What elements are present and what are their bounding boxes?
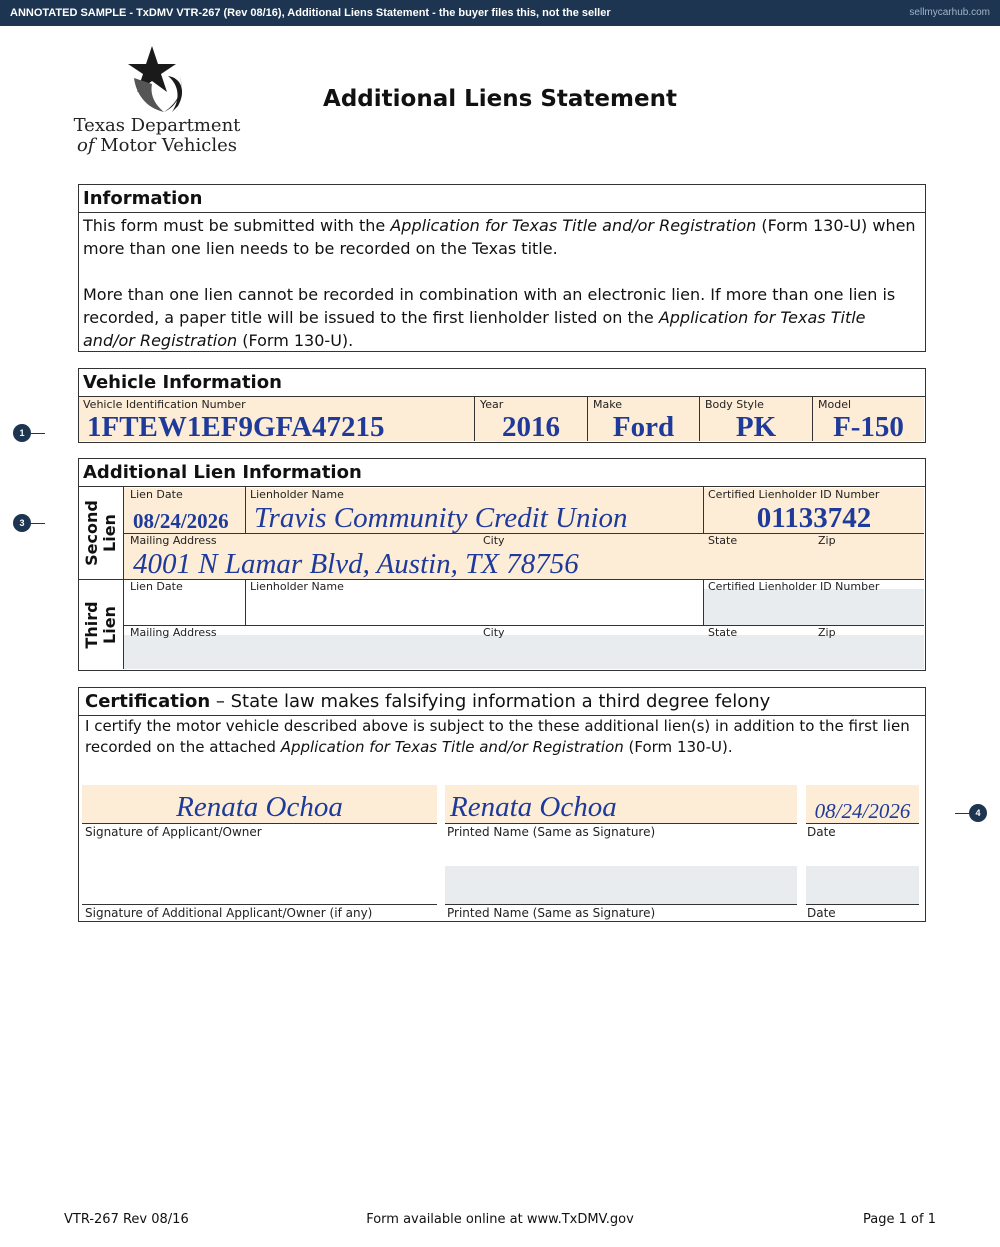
second-lienholder-label: Lienholder Name	[250, 488, 344, 501]
divider	[245, 580, 246, 625]
third-lienholder-label: Lienholder Name	[250, 580, 344, 593]
form-title: Additional Liens Statement	[323, 86, 677, 112]
date-field[interactable]: 08/24/2026	[814, 799, 911, 823]
divider	[245, 487, 246, 533]
txdmv-logo	[72, 42, 242, 162]
third-address-label: Mailing Address	[130, 626, 217, 639]
body-style-label: Body Style	[705, 398, 764, 411]
certification-heading	[79, 688, 925, 716]
make-field[interactable]: Ford	[612, 411, 675, 443]
annotation-marker-1[interactable]: 1	[13, 424, 31, 442]
marker-4-line	[955, 813, 969, 814]
information-paragraph-1	[83, 214, 921, 260]
footer-page-number: Page 1 of 1	[863, 1212, 936, 1227]
signature-label: Signature of Applicant/Owner	[85, 825, 262, 839]
marker-1-line	[31, 433, 45, 434]
second-lienholder-field[interactable]: Travis Community Credit Union	[254, 502, 628, 534]
info-p2-a: More than one lien cannot be recorded in combination with an electronic lien. If more than one lien is recorded, a paper title will be issued to the first lienholder listed on the	[83, 285, 896, 327]
second-zip-label: Zip	[818, 534, 836, 547]
date-2-label: Date	[807, 906, 836, 920]
certification-text	[79, 716, 925, 758]
printed-name-2-label: Printed Name (Same as Signature)	[447, 906, 656, 920]
logo-of: of	[77, 135, 95, 156]
printed-name-field[interactable]: Renata Ochoa	[450, 791, 617, 823]
second-side-2: Lien	[100, 514, 119, 552]
third-state-label: State	[708, 626, 738, 639]
annotation-banner	[0, 0, 1000, 26]
second-lien-date-field[interactable]: 08/24/2026	[133, 509, 229, 533]
third-side-2: Lien	[100, 606, 119, 644]
cert-text-italic: Application for Texas Title and/or Registration	[280, 738, 624, 756]
cert-text-b: (Form 130-U).	[623, 738, 733, 756]
information-paragraph-2	[83, 283, 921, 352]
third-lien-id-blank[interactable]	[704, 589, 924, 625]
logo-line-2-rest: Motor Vehicles	[100, 135, 237, 156]
star-swoosh-icon	[72, 42, 242, 116]
information-body	[79, 213, 925, 353]
banner-text: ANNOTATED SAMPLE - TxDMV VTR-267 (Rev 08/16), Additional Liens Statement - the buyer files this, not the seller	[10, 7, 611, 19]
certification-section	[78, 687, 926, 922]
signature-line	[82, 823, 437, 824]
annotation-marker-3[interactable]: 3	[13, 514, 31, 532]
lien-heading: Additional Lien Information	[79, 459, 925, 487]
information-heading: Information	[79, 185, 925, 213]
divider	[124, 625, 924, 626]
second-address-field[interactable]: 4001 N Lamar Blvd, Austin, TX 78756	[133, 548, 579, 580]
second-state-label: State	[708, 534, 738, 547]
vehicle-heading: Vehicle Information	[79, 369, 925, 397]
make-label: Make	[593, 398, 622, 411]
second-side-1: Second	[82, 500, 101, 566]
information-section	[78, 184, 926, 352]
second-lien-id-label: Certified Lienholder ID Number	[708, 488, 880, 501]
lien-section	[78, 458, 926, 671]
printed-name-label: Printed Name (Same as Signature)	[447, 825, 656, 839]
footer-form-number: VTR-267 Rev 08/16	[64, 1212, 189, 1227]
second-lien-side-label	[83, 488, 119, 578]
third-side-1: Third	[82, 601, 101, 649]
third-zip-label: Zip	[818, 626, 836, 639]
signature-field[interactable]: Renata Ochoa	[176, 791, 343, 823]
cert-heading-bold: Certification	[85, 691, 211, 712]
vin-field[interactable]: 1FTEW1EF9GFA47215	[87, 411, 385, 443]
date-label: Date	[807, 825, 836, 839]
vin-label: Vehicle Identification Number	[83, 398, 246, 411]
year-label: Year	[480, 398, 504, 411]
info-p1-a: This form must be submitted with the	[83, 216, 391, 235]
date-2-blank[interactable]	[806, 866, 919, 904]
third-lien-id-label: Certified Lienholder ID Number	[708, 580, 880, 593]
logo-line-1: Texas Department	[73, 115, 241, 136]
logo-line-2	[72, 136, 242, 156]
info-p2-b: (Form 130-U).	[237, 331, 354, 350]
cert-heading-rest: – State law makes falsifying information a third degree felony	[210, 691, 771, 712]
model-label: Model	[818, 398, 852, 411]
info-p2-italic: Application for Texas Title and/or Registration	[83, 308, 866, 350]
cert-text-a: I certify the motor vehicle described above is subject to the these additional lien(s) in addition to the first lien recorded on the attached	[85, 717, 910, 756]
year-field[interactable]: 2016	[502, 411, 560, 443]
info-p1-italic: Application for Texas Title and/or Registration	[390, 216, 757, 235]
date-line	[806, 823, 919, 824]
info-p1-b: (Form 130-U) when more than one lien needs to be recorded on the Texas title.	[83, 216, 916, 258]
date-2-line	[806, 904, 919, 905]
second-address-label: Mailing Address	[130, 534, 217, 547]
model-field[interactable]: F-150	[833, 411, 904, 443]
printed-name-line	[445, 823, 797, 824]
signature-2-line	[82, 904, 437, 905]
third-lien-side-label	[83, 580, 119, 670]
body-style-field[interactable]: PK	[735, 411, 777, 443]
banner-site: sellmycarhub.com	[909, 7, 990, 18]
second-lien-id-field[interactable]: 01133742	[756, 502, 872, 534]
third-lien-date-label: Lien Date	[130, 580, 183, 593]
second-city-label: City	[483, 534, 505, 547]
third-city-label: City	[483, 626, 505, 639]
printed-name-2-blank[interactable]	[445, 866, 797, 904]
vehicle-section	[78, 368, 926, 443]
footer-website: Form available online at www.TxDMV.gov	[366, 1212, 634, 1227]
printed-name-2-line	[445, 904, 797, 905]
marker-3-line	[31, 523, 45, 524]
third-address-blank[interactable]	[124, 635, 924, 669]
second-lien-date-label: Lien Date	[130, 488, 183, 501]
annotation-marker-4[interactable]: 4	[969, 804, 987, 822]
signature-2-label: Signature of Additional Applicant/Owner (if any)	[85, 906, 373, 920]
